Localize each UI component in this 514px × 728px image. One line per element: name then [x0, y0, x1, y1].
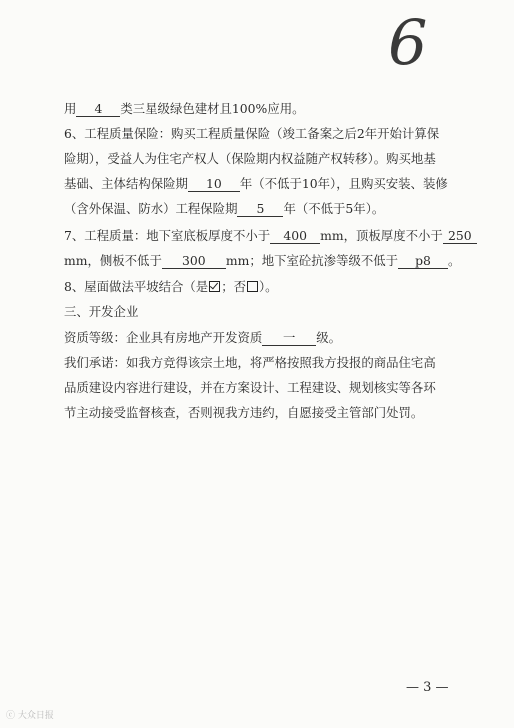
handwritten-page-number	[384, 8, 444, 74]
text-line: 基础、主体结构保险期 10 年（不低于10年），且购买安装、装修	[64, 176, 448, 191]
text-line: mm，侧板不低于 300 mm；地下室砼抗渗等级不低于 p8 。	[64, 253, 461, 268]
section-heading: 三、开发企业	[64, 304, 139, 319]
yes-checkbox[interactable]	[209, 281, 220, 292]
svg-text:6: 6	[388, 8, 428, 74]
text-line: 我们承诺：如我方竞得该宗土地，将严格按照我方投报的商品住宅高	[64, 355, 436, 370]
text-line: 8、屋面做法平坡结合（是 ；否 ）。	[64, 279, 278, 294]
watermark: ⓒ 大众日报	[6, 711, 54, 721]
no-checkbox[interactable]	[247, 281, 258, 292]
blank-fill: 一	[262, 331, 316, 346]
text-line: 用 4 类三星级绿色建材且100%应用。	[64, 101, 305, 116]
blank-fill: 4	[76, 102, 120, 117]
text-line: 节主动接受监督核查，否则视我方违约，自愿接受主管部门处罚。	[64, 405, 424, 420]
text-line: 品质建设内容进行建设，并在方案设计、工程建设、规划核实等各环	[64, 380, 436, 395]
blank-fill: p8	[398, 254, 448, 269]
blank-fill: 300	[162, 254, 226, 269]
text-line: （含外保温、防水）工程保险期 5 年（不低于5年）。	[64, 201, 385, 216]
text-line: 险期），受益人为住宅产权人（保险期内权益随产权转移）。购买地基	[64, 151, 436, 166]
blank-fill: 5	[237, 202, 283, 217]
blank-fill: 10	[188, 177, 240, 192]
text-line: 6、工程质量保险：购买工程质量保险（竣工备案之后2年开始计算保	[64, 126, 440, 141]
blank-fill: 250	[443, 229, 477, 244]
text-line: 资质等级：企业具有房地产开发资质 一 级。	[64, 330, 342, 345]
blank-fill: 400	[270, 229, 320, 244]
footer-page-number: — 3 —	[406, 680, 449, 695]
text-line: 7、工程质量：地下室底板厚度不小于 400 mm，顶板厚度不小于 250	[64, 228, 477, 244]
